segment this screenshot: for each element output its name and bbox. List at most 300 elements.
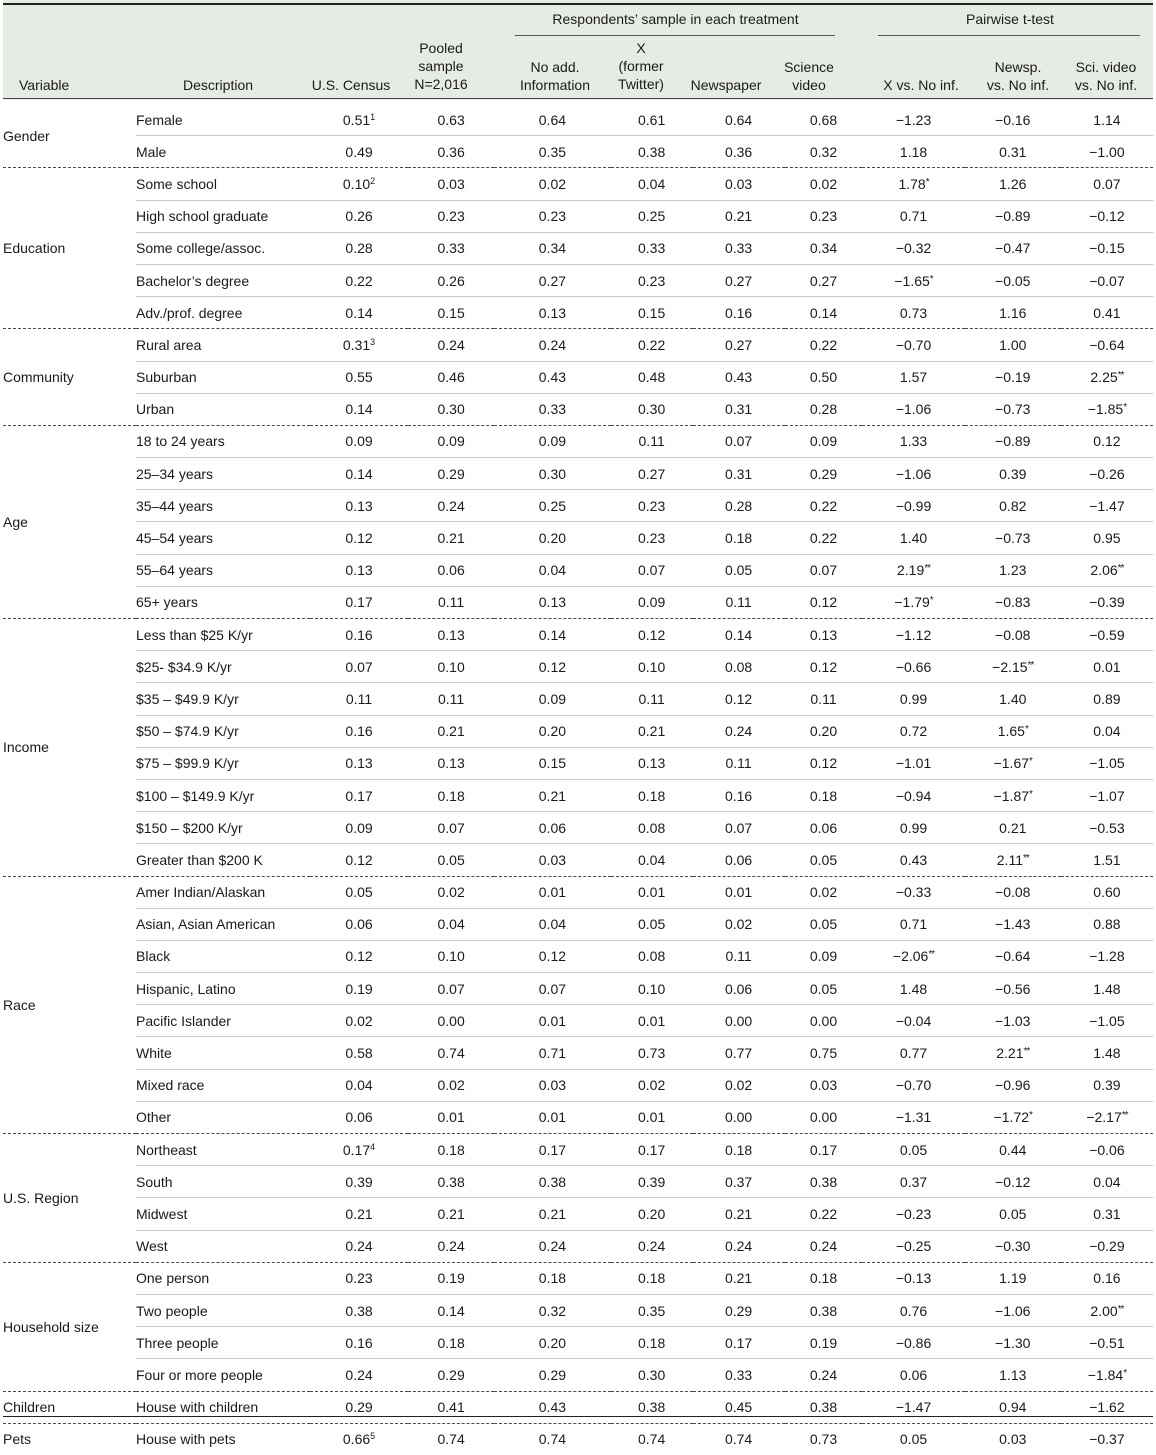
value-text: −0.08 [995,884,1031,901]
value-cell [785,393,863,425]
value-text: 0.12 [538,948,567,965]
value-text: 0.02 [345,1012,373,1029]
value-text: 0.73 [899,304,928,321]
value-cell [785,1005,863,1037]
description-cell: 55–64 years [136,554,310,586]
value-cell [310,522,408,554]
value-text: 0.88 [1093,916,1121,933]
value-text: 0.38 [437,1173,465,1190]
value-text: 0.05 [724,562,753,579]
footnote-marker: 5 [370,1431,376,1442]
value-text: 0.16 [724,304,753,321]
table-row [3,200,1153,232]
value-text: 0.45 [724,1399,753,1416]
value-text: −0.13 [895,1270,932,1287]
header-description: Description [182,77,254,93]
value-text: 1.48 [1093,1045,1121,1062]
value-cell [965,1166,1061,1198]
value-text: 0.14 [809,304,838,321]
value-text: 0.12 [345,530,373,547]
table-row [3,136,1153,168]
table-row [3,715,1153,747]
description-cell: White [136,1037,310,1069]
value-cell [611,940,693,972]
value-cell [862,393,964,425]
value-text: 0.82 [999,497,1027,514]
value-text: 0.14 [437,1302,465,1319]
value-text: 0.39 [345,1173,373,1190]
header-x-line2: (former [618,58,664,74]
value-text: 0.31 [999,143,1027,160]
value-text: 0.07 [345,658,373,675]
value-cell [611,1134,693,1166]
value-cell [862,876,964,908]
value-text: −0.16 [995,111,1031,128]
value-text: 0.06 [809,819,838,836]
table-row [3,1101,1153,1133]
value-text: 0.28 [809,401,838,418]
value-text: 0.74 [724,1431,753,1448]
value-text: −0.51 [1089,1334,1125,1351]
value-cell [785,1262,863,1294]
value-text: 0.18 [724,1141,753,1158]
value-cell [785,232,863,264]
value-cell [965,1262,1061,1294]
value-cell [611,425,693,457]
value-cell [1061,844,1153,876]
value-text: −0.56 [995,980,1031,997]
value-text: 0.07 [724,819,753,836]
value-text: −0.32 [895,240,932,257]
value-cell [965,1423,1061,1455]
value-cell [310,168,408,200]
value-text: 0.33 [724,240,753,257]
value-text: 0.07 [437,819,465,836]
value-text: 0.89 [1093,690,1121,707]
value-cell [785,747,863,779]
value-text: 0.29 [724,1302,753,1319]
header-sci-vs [1061,58,1151,94]
value-text: −1.65* [894,272,933,289]
value-text: 0.16 [1093,1270,1121,1287]
value-text: 0.29 [809,465,838,482]
value-cell [965,1294,1061,1326]
value-cell [408,1262,494,1294]
value-cell [408,1294,494,1326]
value-text: 0.09 [809,948,838,965]
value-text: −2.17** [1086,1109,1128,1126]
value-cell [310,973,408,1005]
table-row [3,264,1153,296]
value-cell [494,1166,611,1198]
value-text: 0.22 [809,497,838,514]
value-cell [1061,1198,1153,1230]
value-text: 0.02 [809,175,838,192]
value-cell [862,1230,964,1262]
significance-stars: * [1029,756,1032,768]
value-text: 0.74 [437,1431,465,1448]
value-cell [310,715,408,747]
value-text: −0.06 [1089,1141,1125,1158]
value-cell [693,168,785,200]
value-cell [310,1423,408,1455]
value-text: −1.07 [1089,787,1125,804]
value-text: 0.17 [638,1141,666,1158]
value-cell [310,200,408,232]
value-cell [611,329,693,361]
header-pooled [399,39,483,93]
value-cell [408,490,494,522]
description-cell: South [136,1166,310,1198]
significance-stars: ** [924,563,931,575]
value-cell [494,1262,611,1294]
value-cell [693,779,785,811]
value-cell [862,425,964,457]
value-cell [785,361,863,393]
value-cell [1061,973,1153,1005]
significance-stars: ** [928,949,935,961]
description-cell: $100 – $149.9 K/yr [136,779,310,811]
value-cell [785,973,863,1005]
value-cell [611,1198,693,1230]
value-cell [1061,812,1153,844]
header-science-line2: video [792,77,826,93]
value-text: 0.01 [538,884,567,901]
value-cell [408,232,494,264]
value-text: 0.09 [345,433,373,450]
value-cell [310,136,408,168]
value-text: 0.23 [638,530,666,547]
footnote-marker: 1 [370,111,376,122]
value-text: −0.99 [895,497,932,514]
value-text: 0.00 [809,1109,838,1126]
value-cell [611,586,693,618]
value-cell [310,1262,408,1294]
value-text: −1.87* [993,787,1032,804]
value-text: 0.05 [809,980,838,997]
value-text: 0.20 [538,1334,567,1351]
value-cell [494,425,611,457]
value-text: 0.08 [638,948,666,965]
value-cell [785,683,863,715]
value-cell [965,1037,1061,1069]
header-no-add-line1: No add. [530,59,580,75]
value-cell [408,1101,494,1133]
value-text: −0.05 [995,272,1031,289]
value-text: 0.17 [345,787,373,804]
value-text: 0.11 [345,690,373,707]
value-cell [310,747,408,779]
value-text: 0.09 [538,690,567,707]
value-text: 0.27 [538,272,567,289]
header-bottom-rule [3,98,1153,99]
value-cell [965,104,1061,136]
value-cell [1061,1101,1153,1133]
value-text: 0.99 [899,819,928,836]
value-cell [785,908,863,940]
value-cell [611,779,693,811]
value-cell [611,1069,693,1101]
value-cell [785,1069,863,1101]
value-text: 0.04 [345,1077,373,1094]
table-row [3,1005,1153,1037]
value-cell [862,779,964,811]
value-text: 0.27 [724,336,753,353]
value-text: −0.04 [895,1012,932,1029]
value-cell [785,1037,863,1069]
value-text: 0.25 [538,497,567,514]
description-cell: Some college/assoc. [136,232,310,264]
header-census: U.S. Census [311,77,391,93]
value-text: −1.47 [895,1399,932,1416]
value-cell [862,1005,964,1037]
description-cell: Midwest [136,1198,310,1230]
value-text: 1.33 [899,433,928,450]
value-text: −1.62 [1089,1399,1125,1416]
table-body [3,104,1153,1455]
value-cell [785,264,863,296]
header-no-add [509,58,601,94]
table-row [3,1166,1153,1198]
value-cell [1061,297,1153,329]
value-cell [408,1230,494,1262]
value-text: −0.59 [1089,626,1125,643]
value-text: 0.12 [345,948,373,965]
description-cell: Black [136,940,310,972]
value-cell [693,1101,785,1133]
value-text: −0.73 [995,401,1031,418]
value-cell [408,104,494,136]
value-cell [408,425,494,457]
value-cell [494,490,611,522]
value-cell [310,1198,408,1230]
description-cell: $50 – $74.9 K/yr [136,715,310,747]
value-text: 0.21 [724,1205,753,1222]
value-text: 0.33 [638,240,666,257]
value-cell [1061,425,1153,457]
value-text: 0.21 [638,723,666,740]
value-text: 0.10 [437,948,465,965]
value-text: −0.37 [1089,1431,1125,1448]
significance-stars: * [1029,1110,1032,1122]
value-cell [494,586,611,618]
value-text: −1.72* [993,1109,1032,1126]
value-cell [611,619,693,651]
value-cell [611,1423,693,1455]
value-cell [494,1230,611,1262]
value-text: 0.09 [638,594,666,611]
value-cell [408,361,494,393]
significance-stars: ** [1117,563,1124,575]
value-cell [310,651,408,683]
significance-stars: ** [1022,852,1029,864]
value-cell [862,490,964,522]
value-cell [693,425,785,457]
value-text: 0.37 [899,1173,928,1190]
value-cell [693,232,785,264]
value-cell [785,490,863,522]
value-cell [494,1327,611,1359]
value-cell [1061,1005,1153,1037]
value-cell [965,136,1061,168]
table-row [3,1037,1153,1069]
value-cell [408,554,494,586]
value-cell [408,1423,494,1455]
value-cell [611,393,693,425]
value-cell [785,1391,863,1423]
value-cell [693,136,785,168]
value-cell [862,1391,964,1423]
value-cell [310,1294,408,1326]
value-cell [965,1359,1061,1391]
header-newsp-vs [971,58,1065,94]
value-text: 0.19 [437,1270,465,1287]
description-cell: 25–34 years [136,458,310,490]
value-text: 2.25** [1090,369,1124,386]
value-text: −1.05 [1089,1012,1125,1029]
header-newsp-vs-line2: vs. No inf. [986,77,1050,93]
value-cell [693,586,785,618]
value-cell [965,1005,1061,1037]
value-cell [693,619,785,651]
value-text: 0.12 [809,658,838,675]
value-text: 2.11** [996,851,1029,868]
value-cell [1061,876,1153,908]
value-text: 0.19 [809,1334,838,1351]
significance-stars: ** [1117,1303,1124,1315]
value-cell [611,168,693,200]
value-text: 0.16 [345,1334,373,1351]
value-text: 0.14 [724,626,753,643]
value-cell [965,393,1061,425]
value-cell [693,1262,785,1294]
value-cell [494,393,611,425]
value-cell [310,812,408,844]
value-text: 0.12 [638,626,666,643]
value-cell [965,458,1061,490]
value-cell [693,1230,785,1262]
value-text: −1.79* [894,594,933,611]
value-cell [494,651,611,683]
value-cell [785,1294,863,1326]
value-cell [693,393,785,425]
value-text: 0.27 [809,272,838,289]
value-cell [494,940,611,972]
value-cell [494,1198,611,1230]
value-cell [494,522,611,554]
value-cell [310,844,408,876]
value-cell [965,876,1061,908]
value-cell [408,779,494,811]
value-cell [611,1166,693,1198]
value-text: 0.29 [437,1366,465,1383]
value-text: 0.19 [345,980,373,997]
variable-cell: U.S. Region [3,1134,136,1263]
value-cell [408,393,494,425]
value-cell [965,232,1061,264]
header-x-line3: Twitter) [618,76,664,92]
value-text: 0.15 [538,755,567,772]
value-cell [862,747,964,779]
value-text: 0.38 [538,1173,567,1190]
value-text: 0.61 [638,111,666,128]
value-cell [693,876,785,908]
value-text: 0.30 [638,401,666,418]
variable-cell: Income [3,619,136,877]
value-text: 1.48 [1093,980,1121,997]
group-treatment-rule [515,35,835,36]
value-cell [965,361,1061,393]
value-cell [1061,522,1153,554]
value-cell [494,812,611,844]
description-cell: Hispanic, Latino [136,973,310,1005]
description-cell: Other [136,1101,310,1133]
value-cell [408,200,494,232]
value-text: 0.38 [345,1302,373,1319]
value-text: 0.22 [345,272,373,289]
value-cell [965,1230,1061,1262]
value-cell [693,1005,785,1037]
value-text: 0.24 [437,497,465,514]
value-text: 0.01 [638,884,666,901]
header-science-line1: Science [784,59,834,75]
value-text: 0.41 [1093,304,1121,321]
value-cell [310,490,408,522]
value-cell [785,844,863,876]
value-cell [862,1327,964,1359]
value-cell [494,876,611,908]
value-cell [408,1005,494,1037]
description-cell: Urban [136,393,310,425]
value-text: −0.23 [895,1205,932,1222]
value-cell [965,1327,1061,1359]
value-cell [1061,715,1153,747]
value-cell [965,940,1061,972]
description-cell: Mixed race [136,1069,310,1101]
value-text: −0.64 [995,948,1031,965]
value-text: 0.94 [999,1399,1027,1416]
value-cell [862,1166,964,1198]
value-text: 1.57 [899,369,928,386]
value-cell [965,168,1061,200]
value-cell [965,812,1061,844]
value-cell [693,104,785,136]
value-text: 0.05 [437,851,465,868]
value-text: 0.49 [345,143,373,160]
value-text: 0.06 [724,980,753,997]
header-pooled-line2: sample [418,58,464,74]
significance-stars: ** [1117,370,1124,382]
value-cell [310,908,408,940]
value-text: 0.21 [724,208,753,225]
value-cell [693,361,785,393]
value-cell [611,104,693,136]
value-cell [611,522,693,554]
value-cell [310,779,408,811]
table-row [3,619,1153,651]
value-text: 0.64 [724,111,753,128]
value-cell [611,1230,693,1262]
value-text: 0.22 [809,336,838,353]
value-text: 0.09 [437,433,465,450]
value-cell [310,1230,408,1262]
value-text: 0.24 [437,1238,465,1255]
value-text: 0.04 [538,562,567,579]
value-cell [408,1037,494,1069]
value-cell [494,232,611,264]
value-text: 0.74 [437,1045,465,1062]
description-cell: 45–54 years [136,522,310,554]
